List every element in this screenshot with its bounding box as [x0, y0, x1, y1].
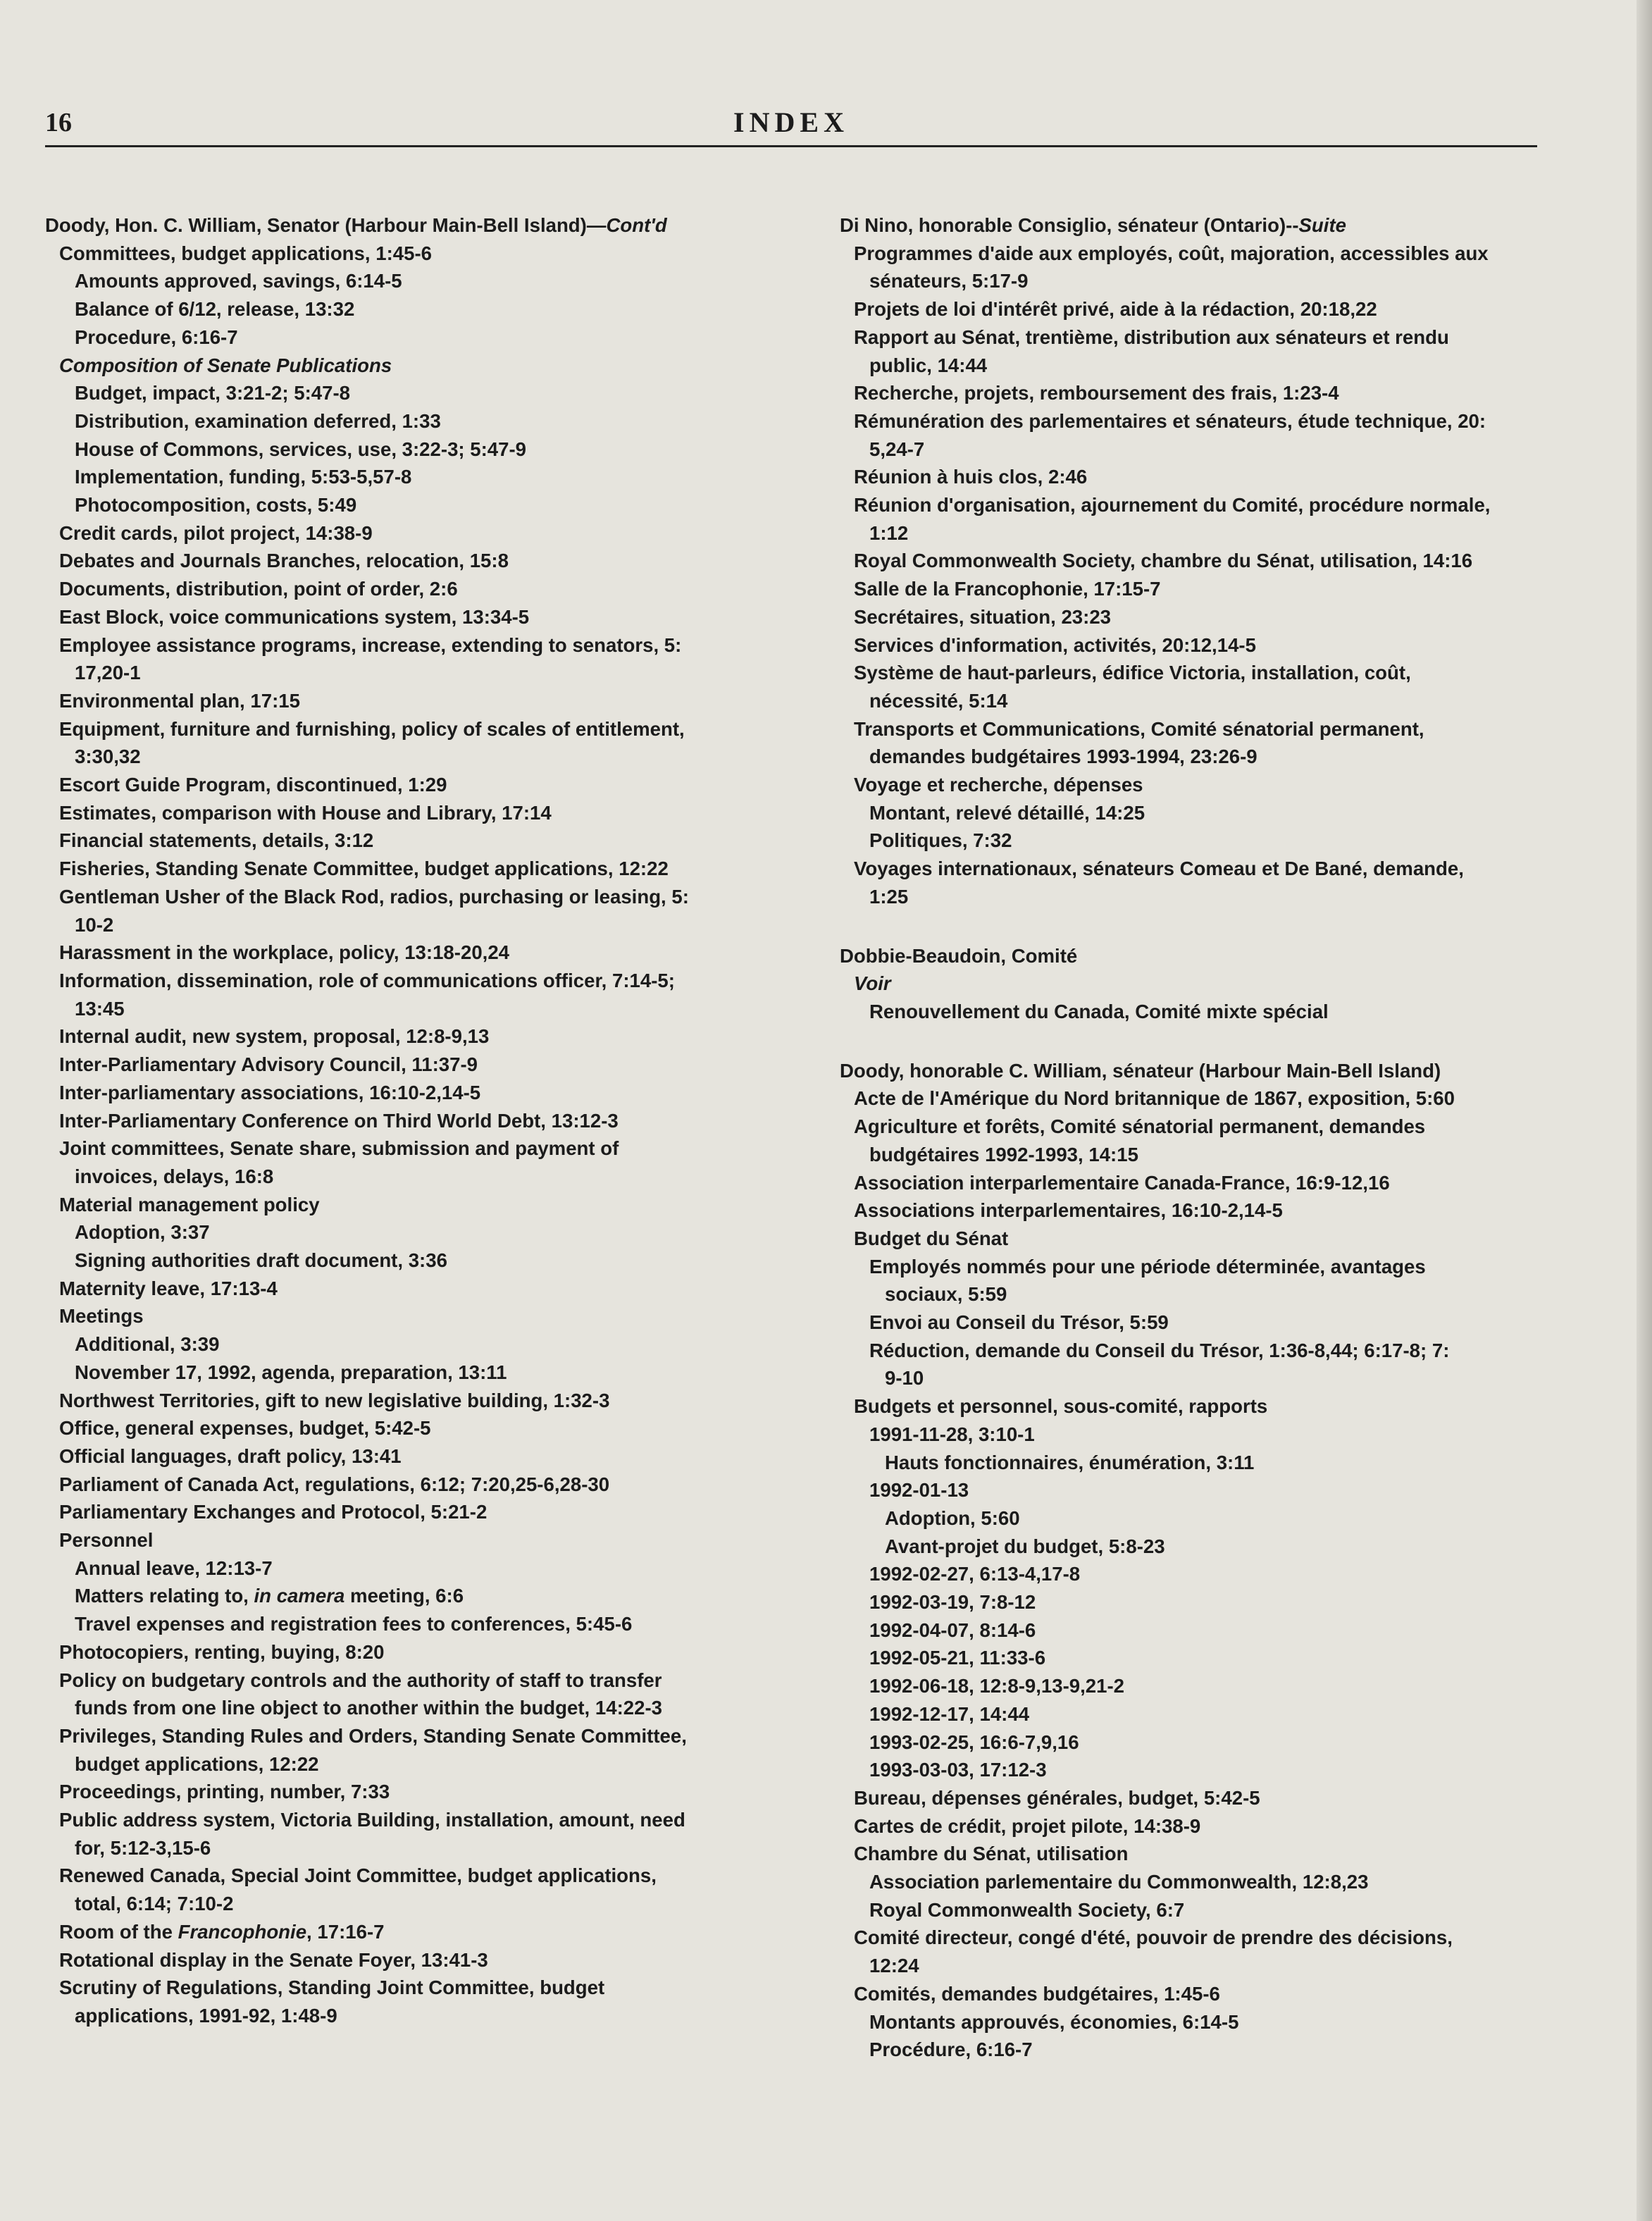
- index-entry: [840, 435, 1574, 464]
- index-entry: [840, 1924, 1574, 1952]
- index-entry: [840, 1225, 1574, 1253]
- index-entry: [45, 1330, 779, 1359]
- index-entry: [840, 855, 1574, 883]
- entry-text: 1992-12-17, 14:44: [869, 1702, 1030, 1725]
- index-entry: [840, 970, 1574, 998]
- entry-text: Hauts fonctionnaires, énumération, 3:11: [885, 1451, 1255, 1473]
- entry-text: Acte de l'Amérique du Nord britannique de 1867, exposition, 5:60: [854, 1087, 1455, 1110]
- index-entry: [45, 1387, 779, 1415]
- index-entry: [45, 1163, 779, 1191]
- index-heading: [840, 942, 1574, 970]
- entry-text: Information, dissemination, role of communications officer, 7:14-5;: [59, 969, 675, 991]
- entry-text: 9-10: [885, 1367, 924, 1390]
- entry-text: Meetings: [59, 1305, 144, 1328]
- entry-text: 1993-02-25, 16:6-7,9,16: [869, 1731, 1079, 1753]
- entry-text: Signing authorities draft document, 3:36: [75, 1249, 447, 1272]
- entry-text: Réunion à huis clos, 2:46: [854, 466, 1088, 488]
- index-entry: [840, 295, 1574, 323]
- entry-text: Recherche, projets, remboursement des frais, 1:23-4: [854, 382, 1339, 404]
- index-entry: [45, 1471, 779, 1499]
- index-entry: [840, 1644, 1574, 1672]
- index-entry: [840, 998, 1574, 1026]
- entry-text: 1992-02-27, 6:13-4,17-8: [869, 1563, 1081, 1585]
- entry-text: Royal Commonwealth Society, 6:7: [869, 1898, 1185, 1921]
- index-entry: [840, 1392, 1574, 1421]
- index-entry: [45, 1107, 779, 1135]
- entry-text: budget applications, 12:22: [75, 1752, 319, 1775]
- entry-text: Northwest Territories, gift to new legislative building, 1:32-3: [59, 1389, 610, 1411]
- entry-text: Inter-Parliamentary Advisory Council, 11:37-9: [59, 1053, 478, 1076]
- entry-text: Balance of 6/12, release, 13:32: [75, 298, 355, 321]
- entry-text: Montant, relevé détaillé, 14:25: [869, 801, 1145, 824]
- entry-text: East Block, voice communications system, 13:34-5: [59, 605, 530, 628]
- entry-text: sénateurs, 5:17-9: [869, 270, 1029, 292]
- entry-text: Environmental plan, 17:15: [59, 689, 300, 712]
- entry-text: Public address system, Victoria Building, installation, amount, need: [59, 1809, 685, 1831]
- entry-text: Travel expenses and registration fees to conferences, 5:45-6: [75, 1613, 633, 1635]
- entry-text: Association parlementaire du Commonwealth, 12:8,23: [869, 1871, 1369, 1893]
- entry-text: Credit cards, pilot project, 14:38-9: [59, 521, 373, 544]
- entry-text: Avant-projet du budget, 5:8-23: [885, 1535, 1165, 1557]
- index-entry: [45, 407, 779, 435]
- index-entry: [45, 323, 779, 352]
- index-entry: [45, 2002, 779, 2030]
- entry-text: Procedure, 6:16-7: [75, 326, 238, 348]
- entry-text: Annual leave, 12:13-7: [75, 1557, 273, 1579]
- entry-text: Secrétaires, situation, 23:23: [854, 605, 1112, 628]
- index-entry: [840, 1253, 1574, 1281]
- entry-text: 1992-06-18, 12:8-9,13-9,21-2: [869, 1675, 1125, 1697]
- index-entry: [840, 491, 1574, 519]
- entry-text: for, 5:12-3,15-6: [75, 1836, 211, 1859]
- index-entry: [45, 519, 779, 547]
- entry-text: funds from one line object to another within the budget, 14:22-3: [75, 1697, 662, 1719]
- entry-text: Equipment, furniture and furnishing, policy of scales of entitlement,: [59, 717, 685, 740]
- index-entry: [45, 1862, 779, 1890]
- entry-text: applications, 1991-92, 1:48-9: [75, 2005, 337, 2027]
- index-entry: [45, 575, 779, 603]
- entry-text: Services d'information, activités, 20:12,14-5: [854, 633, 1256, 656]
- index-entry: [45, 1638, 779, 1666]
- index-entry: [45, 659, 779, 687]
- index-heading: [45, 211, 779, 240]
- entry-text: Adoption, 5:60: [885, 1507, 1020, 1529]
- index-column-left: [45, 211, 779, 2030]
- index-entry: [840, 2008, 1574, 2036]
- index-entry: [45, 1134, 779, 1163]
- entry-text: 1991-11-28, 3:10-1: [869, 1423, 1035, 1445]
- index-entry: [45, 603, 779, 631]
- entry-text: Internal audit, new system, proposal, 12:8-9,13: [59, 1025, 490, 1048]
- entry-text: invoices, delays, 16:8: [75, 1165, 274, 1187]
- entry-text: Système de haut-parleurs, édifice Victoria, installation, coût,: [854, 662, 1411, 684]
- index-entry: [45, 1498, 779, 1526]
- index-entry: [45, 771, 779, 799]
- entry-text: Estimates, comparison with House and Library, 17:14: [59, 801, 552, 824]
- index-entry: [840, 1728, 1574, 1757]
- entry-spacer: [840, 1026, 1574, 1057]
- index-entry: [45, 435, 779, 464]
- index-entry: [840, 1784, 1574, 1812]
- entry-text: 1:12: [869, 521, 909, 544]
- entry-text: Fisheries, Standing Senate Committee, budget applications, 12:22: [59, 858, 669, 880]
- entry-text: meeting, 6:6: [344, 1585, 464, 1607]
- entry-text: Composition of Senate Publications: [59, 354, 392, 376]
- entry-text: , 17:16-7: [306, 1920, 385, 1943]
- index-entry: [45, 352, 779, 380]
- entry-text: Réunion d'organisation, ajournement du Comité, procédure normale,: [854, 494, 1491, 516]
- index-entry: [45, 911, 779, 939]
- entry-text: Employee assistance programs, increase, extending to senators, 5:: [59, 633, 682, 656]
- entry-text: sociaux, 5:59: [885, 1283, 1007, 1306]
- index-entry: [45, 883, 779, 911]
- page-number: 16: [45, 108, 72, 137]
- entry-text: Policy on budgetary controls and the authority of staff to transfer: [59, 1669, 662, 1691]
- index-entry: [45, 1722, 779, 1750]
- index-entry: [45, 1666, 779, 1695]
- entry-text: Budget, impact, 3:21-2; 5:47-8: [75, 382, 351, 404]
- index-entry: [45, 1218, 779, 1246]
- entry-text: 5,24-7: [869, 438, 925, 460]
- index-entry: [840, 1504, 1574, 1533]
- index-entry: [45, 1191, 779, 1219]
- entry-text: budgétaires 1992-1993, 14:15: [869, 1143, 1138, 1165]
- index-entry: [45, 1694, 779, 1722]
- index-entry: [840, 519, 1574, 547]
- entry-text: Renewed Canada, Special Joint Committee, budget applications,: [59, 1864, 657, 1887]
- entry-text: Proceedings, printing, number, 7:33: [59, 1781, 390, 1803]
- index-entry: [840, 463, 1574, 491]
- entry-text: Joint committees, Senate share, submission and payment of: [59, 1137, 619, 1160]
- index-entry: [840, 1700, 1574, 1728]
- entry-text: 12:24: [869, 1955, 919, 1977]
- entry-text: Comité directeur, congé d'été, pouvoir de prendre des décisions,: [854, 1926, 1453, 1949]
- entry-text: 3:30,32: [75, 746, 141, 768]
- page-header: [45, 106, 1537, 147]
- index-entry: [45, 267, 779, 295]
- index-entry: [840, 603, 1574, 631]
- index-entry: [840, 323, 1574, 352]
- index-entry: [45, 995, 779, 1023]
- entry-text: Salle de la Francophonie, 17:15-7: [854, 578, 1161, 600]
- index-entry: [45, 1414, 779, 1442]
- index-entry: [45, 827, 779, 855]
- index-entry: [840, 1812, 1574, 1840]
- entry-text: Parliament of Canada Act, regulations, 6:12; 7:20,25-6,28-30: [59, 1473, 610, 1495]
- entry-text: Amounts approved, savings, 6:14-5: [75, 270, 402, 292]
- entry-text: House of Commons, services, use, 3:22-3; 5:47-9: [75, 438, 527, 460]
- entry-text: Procédure, 6:16-7: [869, 2039, 1033, 2061]
- entry-text: Inter-Parliamentary Conference on Third World Debt, 13:12-3: [59, 1109, 619, 1132]
- index-entry: [840, 1280, 1574, 1309]
- entry-text: Employés nommés pour une période déterminée, avantages: [869, 1255, 1426, 1277]
- entry-text: Rotational display in the Senate Foyer, 13:41-3: [59, 1948, 488, 1971]
- index-entry: [840, 1952, 1574, 1980]
- entry-text: Gentleman Usher of the Black Rod, radios, purchasing or leasing, 5:: [59, 885, 689, 908]
- entry-text: nécessité, 5:14: [869, 689, 1008, 712]
- index-entry: [45, 379, 779, 407]
- entry-text: Photocopiers, renting, buying, 8:20: [59, 1640, 385, 1663]
- index-entry: [45, 1246, 779, 1275]
- entry-text: Room of the: [59, 1920, 178, 1943]
- index-entry: [840, 743, 1574, 771]
- entry-text: Bureau, dépenses générales, budget, 5:42-5: [854, 1786, 1260, 1809]
- index-entry: [840, 1476, 1574, 1504]
- index-entry: [45, 491, 779, 519]
- index-entry: [840, 799, 1574, 827]
- entry-text: Francophonie: [178, 1920, 307, 1943]
- index-entry: [840, 1196, 1574, 1225]
- entry-text: Cartes de crédit, projet pilote, 14:38-9: [854, 1814, 1201, 1837]
- index-entry: [840, 659, 1574, 687]
- entry-text: Harassment in the workplace, policy, 13:18-20,24: [59, 941, 510, 964]
- index-entry: [840, 1533, 1574, 1561]
- page-edge-shadow: [1637, 0, 1652, 2221]
- index-entry: [45, 631, 779, 660]
- entry-text: Di Nino, honorable Consiglio, sénateur (Ontario)--: [840, 214, 1299, 236]
- entry-text: 1992-04-07, 8:14-6: [869, 1619, 1036, 1641]
- entry-text: Transports et Communications, Comité sénatorial permanent,: [854, 717, 1424, 740]
- entry-text: November 17, 1992, agenda, preparation, 13:11: [75, 1361, 507, 1383]
- index-entry: [840, 1868, 1574, 1896]
- entry-text: Committees, budget applications, 1:45-6: [59, 242, 432, 264]
- index-entry: [840, 240, 1574, 268]
- index-entry: [840, 547, 1574, 575]
- entry-text: Financial statements, details, 3:12: [59, 829, 374, 852]
- index-entry: [45, 547, 779, 575]
- entry-text: 17,20-1: [75, 662, 141, 684]
- entry-text: 13:45: [75, 997, 125, 1020]
- entry-text: Suite: [1298, 214, 1346, 236]
- index-entry: [840, 1560, 1574, 1588]
- index-entry: [45, 799, 779, 827]
- entry-text: 1992-03-19, 7:8-12: [869, 1591, 1036, 1614]
- entry-text: Renouvellement du Canada, Comité mixte spécial: [869, 1000, 1329, 1022]
- entry-text: Distribution, examination deferred, 1:33: [75, 409, 441, 432]
- entry-text: Cont'd: [606, 214, 667, 236]
- entry-text: total, 6:14; 7:10-2: [75, 1893, 234, 1915]
- index-entry: [45, 1974, 779, 2002]
- index-entry: [840, 1896, 1574, 1924]
- index-entry: [840, 407, 1574, 435]
- entry-text: Voyages internationaux, sénateurs Comeau et De Bané, demande,: [854, 858, 1464, 880]
- entry-text: Budgets et personnel, sous-comité, rapports: [854, 1395, 1268, 1418]
- entry-text: Envoi au Conseil du Trésor, 5:59: [869, 1311, 1169, 1334]
- index-entry: [840, 1588, 1574, 1616]
- entry-text: Doody, honorable C. William, sénateur (Harbour Main-Bell Island): [840, 1059, 1441, 1082]
- entry-text: Rapport au Sénat, trentième, distribution aux sénateurs et rendu: [854, 326, 1449, 348]
- entry-spacer: [840, 911, 1574, 942]
- index-entry: [840, 883, 1574, 911]
- index-entry: [840, 687, 1574, 715]
- running-head-title: INDEX: [733, 106, 849, 138]
- index-entry: [840, 1449, 1574, 1477]
- entry-text: Additional, 3:39: [75, 1333, 220, 1356]
- index-entry: [840, 1169, 1574, 1197]
- entry-text: Budget du Sénat: [854, 1227, 1009, 1249]
- index-entry: [45, 687, 779, 715]
- entry-text: Maternity leave, 17:13-4: [59, 1277, 278, 1299]
- entry-text: Inter-parliamentary associations, 16:10-2,14-5: [59, 1081, 481, 1103]
- index-entry: [45, 1890, 779, 1918]
- index-entry: [840, 1084, 1574, 1113]
- index-entry: [840, 2036, 1574, 2064]
- entry-text: Doody, Hon. C. William, Senator (Harbour Main-Bell Island)—: [45, 214, 607, 236]
- entry-text: Implementation, funding, 5:53-5,57-8: [75, 466, 412, 488]
- index-entry: [45, 1582, 779, 1610]
- index-entry: [45, 463, 779, 491]
- index-entry: [45, 1834, 779, 1862]
- index-entry: [45, 1079, 779, 1107]
- index-entry: [45, 240, 779, 268]
- entry-text: Montants approuvés, économies, 6:14-5: [869, 2010, 1239, 2033]
- entry-text: 1992-01-13: [869, 1479, 969, 1502]
- index-entry: [45, 1750, 779, 1778]
- entry-text: Associations interparlementaires, 16:10-2,14-5: [854, 1199, 1283, 1222]
- index-entry: [840, 1364, 1574, 1392]
- index-entry: [45, 1275, 779, 1303]
- entry-text: 1993-03-03, 17:12-3: [869, 1759, 1047, 1781]
- index-entry: [45, 855, 779, 883]
- entry-text: Rémunération des parlementaires et sénateurs, étude technique, 20:: [854, 409, 1486, 432]
- entry-text: Comités, demandes budgétaires, 1:45-6: [854, 1982, 1220, 2005]
- index-entry: [840, 352, 1574, 380]
- entry-text: Privileges, Standing Rules and Orders, Standing Senate Committee,: [59, 1724, 687, 1747]
- index-entry: [840, 379, 1574, 407]
- entry-text: Parliamentary Exchanges and Protocol, 5:21-2: [59, 1501, 487, 1523]
- entry-text: public, 14:44: [869, 354, 988, 376]
- index-entry: [45, 1610, 779, 1638]
- index-column-right: [840, 211, 1574, 2064]
- index-entry: [840, 827, 1574, 855]
- index-entry: [840, 1309, 1574, 1337]
- index-entry: [45, 1442, 779, 1471]
- entry-text: Scrutiny of Regulations, Standing Joint Committee, budget: [59, 1976, 605, 1999]
- entry-text: Agriculture et forêts, Comité sénatorial permanent, demandes: [854, 1115, 1426, 1138]
- entry-text: Projets de loi d'intérêt privé, aide à la rédaction, 20:18,22: [854, 298, 1377, 321]
- entry-text: Programmes d'aide aux employés, coût, majoration, accessibles aux: [854, 242, 1489, 264]
- index-entry: [45, 1526, 779, 1554]
- entry-text: Voir: [854, 972, 891, 995]
- index-entry: [840, 1337, 1574, 1365]
- index-entry: [45, 1554, 779, 1583]
- entry-text: Personnel: [59, 1529, 154, 1552]
- entry-text: Photocomposition, costs, 5:49: [75, 494, 357, 516]
- entry-text: 1:25: [869, 885, 909, 908]
- entry-text: Documents, distribution, point of order, 2:6: [59, 578, 458, 600]
- index-entry: [840, 715, 1574, 743]
- index-entry: [45, 1302, 779, 1330]
- index-entry: [840, 1672, 1574, 1700]
- index-entry: [45, 295, 779, 323]
- index-entry: [840, 1421, 1574, 1449]
- entry-text: Dobbie-Beaudoin, Comité: [840, 944, 1078, 967]
- index-entry: [45, 715, 779, 743]
- index-entry: [840, 771, 1574, 799]
- index-entry: [840, 1840, 1574, 1868]
- entry-text: Material management policy: [59, 1193, 320, 1215]
- entry-text: Politiques, 7:32: [869, 829, 1012, 852]
- entry-text: Réduction, demande du Conseil du Trésor, 1:36-8,44; 6:17-8; 7:: [869, 1339, 1450, 1361]
- index-entry: [840, 1113, 1574, 1141]
- entry-text: Escort Guide Program, discontinued, 1:29: [59, 774, 447, 796]
- index-entry: [45, 1946, 779, 1974]
- entry-text: in camera: [254, 1585, 345, 1607]
- index-heading: [840, 1057, 1574, 1085]
- entry-text: 1992-05-21, 11:33-6: [869, 1647, 1046, 1669]
- index-entry: [840, 1756, 1574, 1784]
- index-heading: [840, 211, 1574, 240]
- entry-text: Royal Commonwealth Society, chambre du Sénat, utilisation, 14:16: [854, 550, 1473, 572]
- entry-text: Adoption, 3:37: [75, 1221, 210, 1244]
- entry-text: demandes budgétaires 1993-1994, 23:26-9: [869, 746, 1257, 768]
- index-entry: [45, 1918, 779, 1946]
- index-entry: [45, 1778, 779, 1806]
- entry-text: Association interparlementaire Canada-France, 16:9-12,16: [854, 1171, 1390, 1194]
- index-entry: [840, 575, 1574, 603]
- index-entry: [45, 1806, 779, 1834]
- entry-text: Voyage et recherche, dépenses: [854, 774, 1143, 796]
- entry-text: Office, general expenses, budget, 5:42-5: [59, 1417, 431, 1440]
- index-entry: [840, 267, 1574, 295]
- entry-text: Debates and Journals Branches, relocation, 15:8: [59, 550, 509, 572]
- index-entry: [840, 1141, 1574, 1169]
- index-entry: [45, 743, 779, 771]
- entry-text: Matters relating to,: [75, 1585, 254, 1607]
- index-entry: [45, 967, 779, 995]
- entry-text: Official languages, draft policy, 13:41: [59, 1444, 402, 1467]
- index-entry: [45, 1022, 779, 1051]
- index-entry: [840, 1980, 1574, 2008]
- index-entry: [45, 1051, 779, 1079]
- index-entry: [840, 631, 1574, 660]
- index-entry: [840, 1616, 1574, 1645]
- entry-text: 10-2: [75, 913, 114, 936]
- index-entry: [45, 939, 779, 967]
- entry-text: Chambre du Sénat, utilisation: [854, 1843, 1129, 1865]
- index-entry: [45, 1359, 779, 1387]
